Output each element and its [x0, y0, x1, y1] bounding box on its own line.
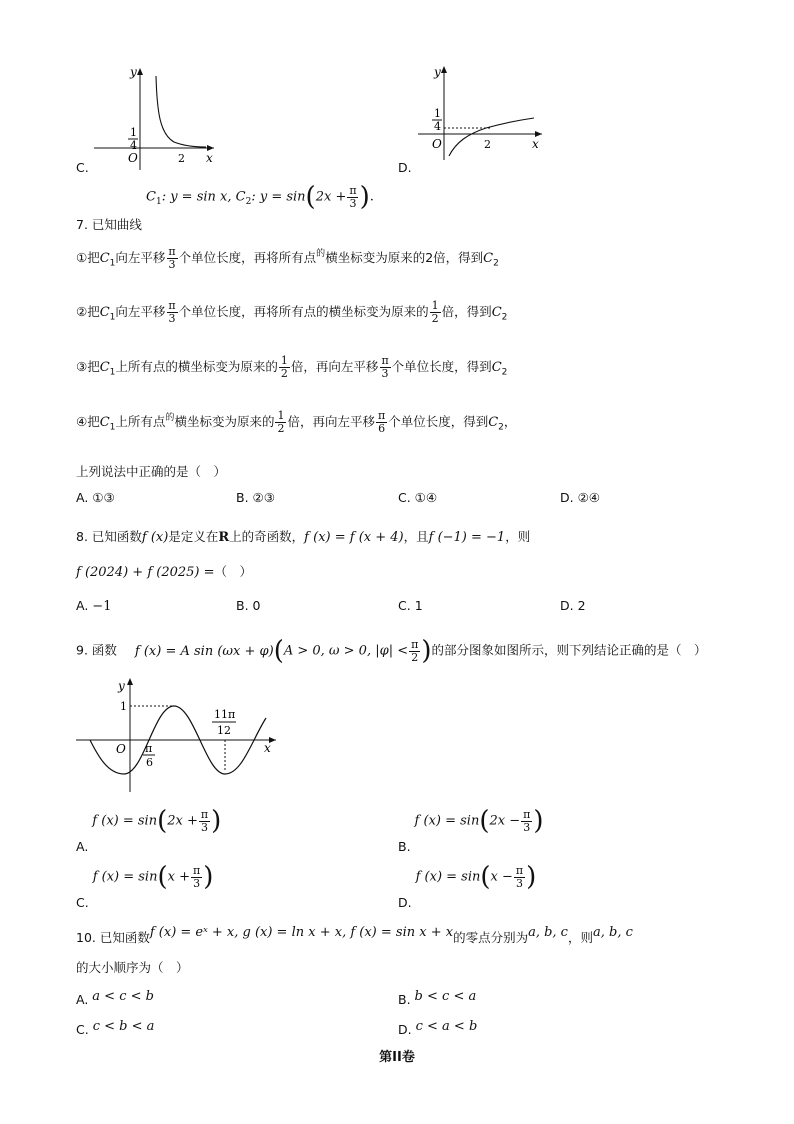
option-d-label: D.	[398, 160, 412, 175]
q7-statement-4: ④把$C_1$上所有点$^的$横坐标变为原来的 $\frac{1}{2}$ 倍，再向左平移 $\frac{\pi}{6}$ 个单位长度，得到$C_2$，	[76, 409, 517, 435]
option-c-label: C.	[76, 160, 89, 175]
q10-option-a[interactable]: A. a < c < b	[76, 989, 154, 1007]
q8-line2: f (2024) + f (2025) =（ ）	[76, 564, 253, 580]
tick-one: 1	[120, 700, 127, 713]
q9-option-a[interactable]: A. f (x) = sin(2x + $\frac{\pi}{3}$ )	[76, 806, 222, 854]
q8-stem: 8. 已知函数f (x)是定义在R上的奇函数，f (x) = f (x + 4)，且f (−1) = −1，则	[76, 529, 531, 545]
graph-d	[416, 62, 548, 162]
q9-sine-graph	[72, 676, 282, 796]
tick-one: 1	[130, 126, 137, 139]
tick-11pi-over-12-den: 12	[217, 724, 231, 737]
x-axis-label: x	[206, 151, 213, 165]
y-axis-label: y	[434, 65, 441, 79]
q8-option-b[interactable]: B. 0	[236, 598, 261, 613]
q7-statement-3: ③把$C_1$上所有点的横坐标变为原来的 $\frac{1}{2}$ 倍，再向左平移 $\frac{\pi}{3}$ 个单位长度，得到$C_2$	[76, 354, 508, 380]
q7-curves: $C_1$: y = sin x, $C_2$: y = sin(2x + $\frac{\pi}{3}$ ).	[146, 182, 374, 212]
q9-option-c[interactable]: C. f (x) = sin(x + $\frac{\pi}{3}$ )	[76, 862, 214, 910]
tick-two: 2	[178, 152, 185, 165]
q7-option-a[interactable]: A. ①③	[76, 490, 115, 505]
tick-two: 2	[484, 138, 491, 151]
tick-four: 4	[434, 120, 441, 133]
tick-pi-over-6-num: π	[145, 742, 153, 755]
q10-line2: 的大小顺序为（ ）	[76, 960, 189, 975]
origin-label: O	[128, 151, 138, 165]
q7-question: 上列说法中正确的是（ ）	[76, 464, 227, 479]
origin-label: O	[116, 742, 126, 756]
origin-label: O	[432, 137, 442, 151]
tick-pi-over-6-den: 6	[146, 756, 153, 769]
q9-option-b[interactable]: B. f (x) = sin(2x − $\frac{\pi}{3}$ )	[398, 806, 544, 854]
section-heading: 第II卷	[379, 1050, 415, 1065]
tick-one: 1	[434, 107, 441, 120]
q7-stem: 7. 已知曲线	[76, 217, 142, 232]
tick-four: 4	[130, 139, 137, 152]
q9-option-d[interactable]: D. f (x) = sin(x − $\frac{\pi}{3}$ )	[398, 862, 537, 910]
y-axis-label: y	[118, 679, 125, 693]
q7-option-c[interactable]: C. ①④	[398, 490, 438, 505]
tick-11pi-over-12-num: 11π	[214, 708, 236, 721]
q8-option-c[interactable]: C. 1	[398, 598, 423, 613]
q8-option-d[interactable]: D. 2	[560, 598, 586, 613]
q10-option-d[interactable]: D. c < a < b	[398, 1019, 478, 1037]
q10-stem: 10. 已知函数f (x) = eˣ + x, g (x) = ln x + x, f (x) = sin x + x的零点分别为a, b, c，则a, b, c	[76, 925, 633, 945]
q7-option-d[interactable]: D. ②④	[560, 490, 600, 505]
x-axis-label: x	[532, 137, 539, 151]
q9-stem: 9. 函数 f (x) = A sin (ωx + φ)(A > 0, ω > 0, |φ| < $\frac{\pi}{2}$ )的部分图象如图所示，则下列结论正确的是（ ）	[76, 636, 707, 666]
q7-statement-2: ②把$C_1$向左平移 $\frac{\pi}{3}$ 个单位长度，再将所有点的横坐标变为原来的 $\frac{1}{2}$ 倍，得到$C_2$	[76, 299, 508, 325]
q8-option-a[interactable]: A. −1	[76, 598, 112, 614]
q10-option-c[interactable]: C. c < b < a	[76, 1019, 155, 1037]
q7-option-b[interactable]: B. ②③	[236, 490, 275, 505]
graph-c	[88, 62, 228, 174]
q10-option-b[interactable]: B. b < c < a	[398, 989, 477, 1007]
y-axis-label: y	[130, 65, 137, 79]
x-axis-label: x	[264, 741, 271, 755]
q7-statement-1: ①把$C_1$向左平移 $\frac{\pi}{3}$ 个单位长度，再将所有点$^的$横坐标变为原来的2倍，得到$C_2$	[76, 245, 499, 271]
